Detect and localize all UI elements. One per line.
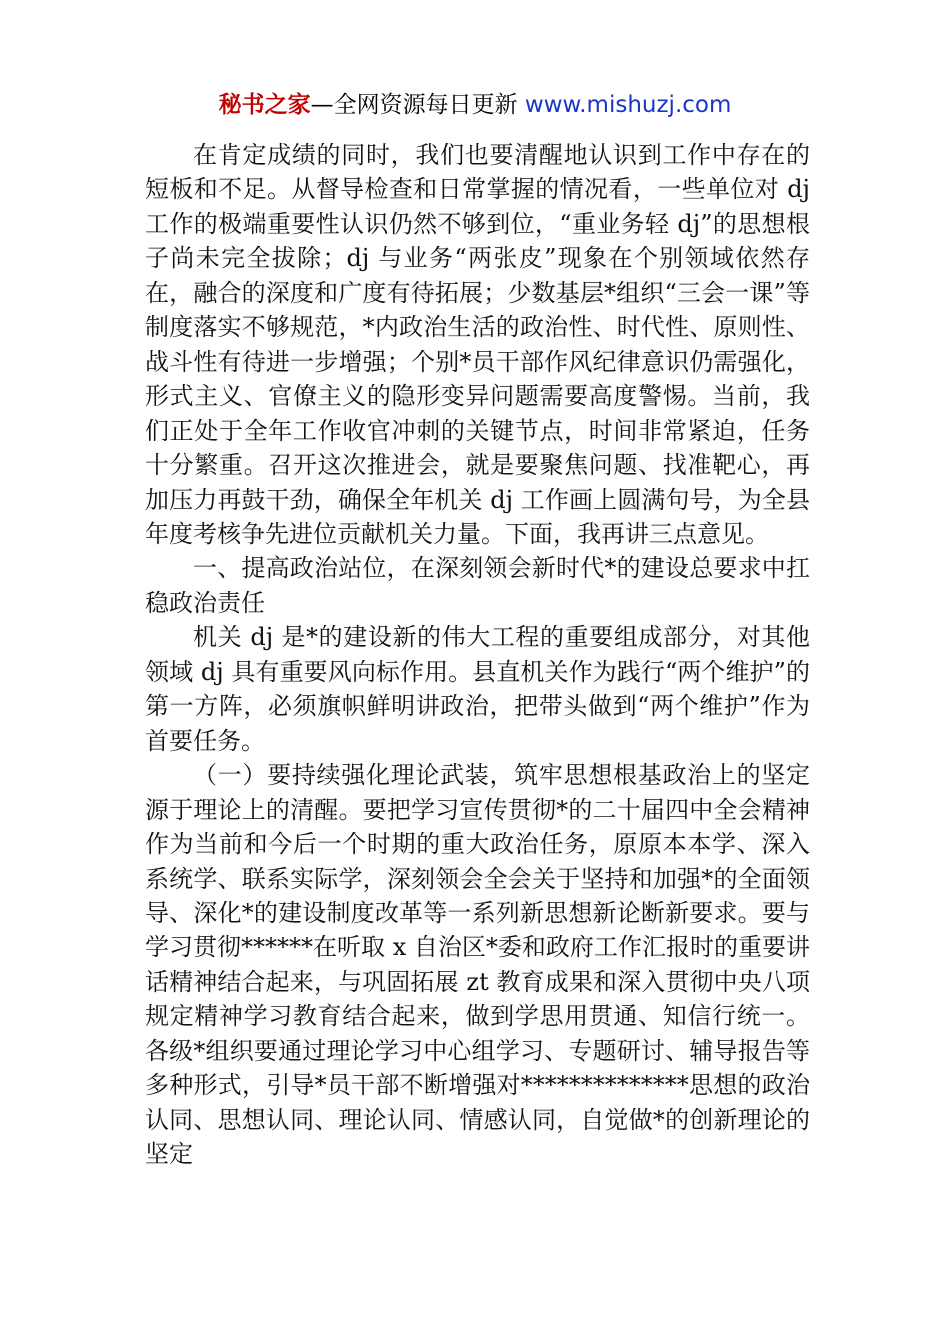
section-heading-1: 一、提高政治站位，在深刻领会新时代*的建设总要求中扛稳政治责任 [145,554,810,617]
site-brand: 秘书之家 [218,92,311,118]
site-tagline: 全网资源每日更新 [333,92,525,118]
site-header [0,88,950,122]
header-dash: — [310,92,334,118]
paragraph-intro: 在肯定成绩的同时，我们也要清醒地认识到工作中存在的短板和不足。从督导检查和日常掌握的情况看，一些单位对 dj 工作的极端重要性认识仍然不够到位，“重业务轻 dj”的思想根子尚未完全拔除；dj 与业务“两张皮”现象在个别领域依然存在，融合的深度和广度有待拓展；少数基层*组织“三会一课”等制度落实不够规范，*内政治生活的政治性、时代性、原则性、战斗性有待进一步增强；个别*员干部作风纪律意识仍需强化，形式主义、官僚主义的隐形变异问题需要高度警惕。当前，我们正处于全年工作收官冲刺的关键节点，时间非常紧迫，任务十分繁重。召开这次推进会，就是要聚焦问题、找准靶心，再加压力再鼓干劲，确保全年机关 dj 工作画上圆满句号，为全县年度考核争先进位贡献机关力量。下面，我再讲三点意见。 [145,141,810,548]
site-url-link[interactable]: www.mishuzj.com [524,92,732,118]
document-body [145,138,810,1172]
paragraph-section-1: 机关 dj 是*的建设新的伟大工程的重要组成部分，对其他领域 dj 具有重要风向标作用。县直机关作为践行“两个维护”的第一方阵，必须旗帜鲜明讲政治，把带头做到“两个维护”作为首要任务。 [145,623,810,755]
paragraph-subsection-1: （一）要持续强化理论武装，筑牢思想根基政治上的坚定源于理论上的清醒。要把学习宣传贯彻*的二十届四中全会精神作为当前和今后一个时期的重大政治任务，原原本本学、深入系统学、联系实际学，深刻领会全会关于坚持和加强*的全面领导、深化*的建设制度改革等一系列新思想新论断新要求。要与学习贯彻******在听取 x 自治区*委和政府工作汇报时的重要讲话精神结合起来，与巩固拓展 zt 教育成果和深入贯彻中央八项规定精神学习教育结合起来，做到学思用贯通、知信行统一。各级*组织要通过理论学习中心组学习、专题研讨、辅导报告等多种形式，引导*员干部不断增强对**************思想的政治认同、思想认同、理论认同、情感认同，自觉做*的创新理论的坚定 [145,761,810,1169]
